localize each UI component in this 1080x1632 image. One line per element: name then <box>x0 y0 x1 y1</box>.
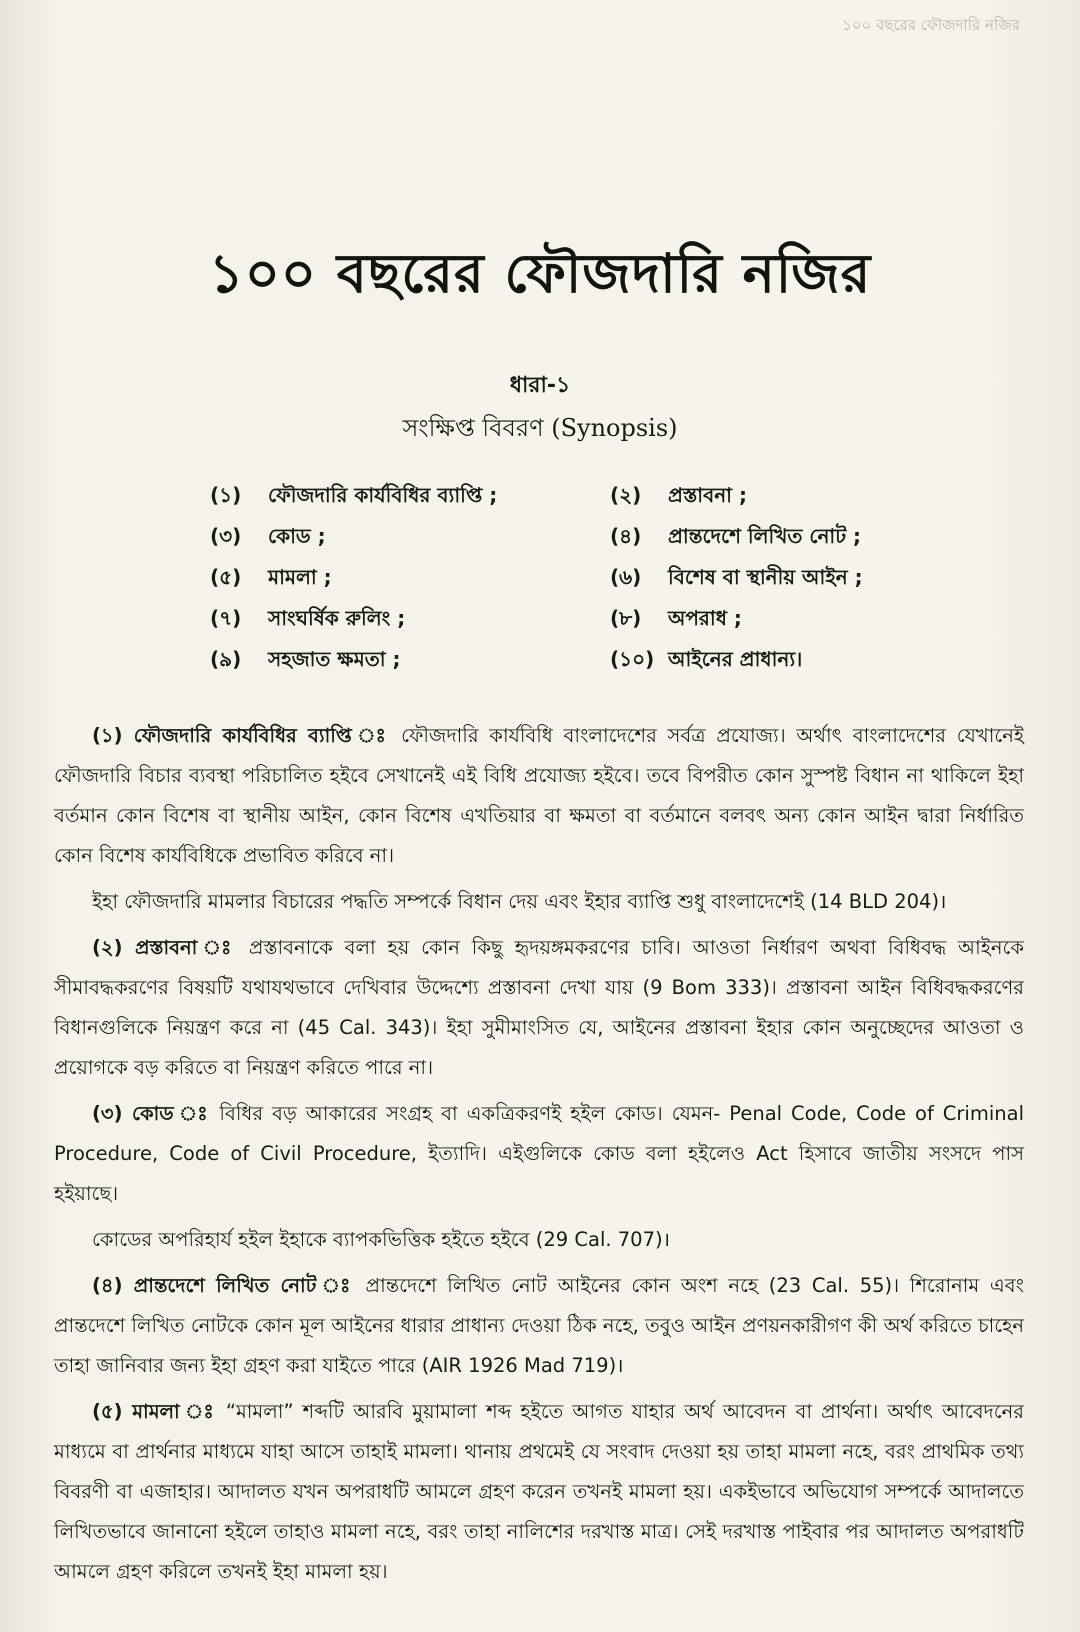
paragraph-text: কোডের অপরিহার্য হইল ইহাকে ব্যাপকভিত্তিক হইতে হইবে (29 Cal. 707)। <box>92 1228 670 1251</box>
paragraph <box>54 928 1024 1088</box>
paragraph <box>54 716 1024 876</box>
toc-item <box>210 648 610 675</box>
paragraph <box>54 1266 1024 1386</box>
body-text <box>54 716 1024 1598</box>
synopsis-heading: সংক্ষিপ্ত বিবরণ (Synopsis) <box>402 414 678 442</box>
paragraph <box>54 882 1024 922</box>
toc-label: সহজাত ক্ষমতা ; <box>268 647 401 671</box>
toc-item <box>610 484 910 511</box>
toc-item <box>610 566 910 593</box>
paragraph-heading: (৪) প্রান্তদেশে লিখিত নোট ঃ <box>92 1274 355 1297</box>
paragraph-heading: (৩) কোড ঃ <box>92 1102 211 1125</box>
paragraph-text: প্রস্তাবনাকে বলা হয় কোন কিছু হৃদয়ঙ্গমকরণের চাবি। আওতা নির্ধারণ অথবা বিধিবদ্ধ আইনকে সীমাবদ্ধকরণের বিষয়টি যথাযথভাবে দেখিবার উদ্দেশ্যে প্রস্তাবনা দেখা যায় (9 Bom 333)। প্রস্তাবনা আইন বিধিবদ্ধকরণের বিধানগুলিকে নিয়ন্ত্রণ করে না (45 Cal. 343)। ইহা সুমীমাংসিত যে, আইনের প্রস্তাবনা ইহার কোন অনুচ্ছেদের আওতা ও প্রয়োগকে বড় করিতে বা নিয়ন্ত্রণ করিতে পারে না। <box>54 936 1024 1079</box>
toc-label: প্রান্তদেশে লিখিত নোট ; <box>668 524 862 548</box>
paragraph-text: প্রান্তদেশে লিখিত নোট আইনের কোন অংশ নহে (23 Cal. 55)। শিরোনাম এবং প্রান্তদেশে লিখিত নোটকে কোন মূল আইনের ধারার প্রাধান্য দেওয়া ঠিক নহে, তবুও আইন প্রণয়নকারীগণ কী অর্থ করিতে চাহেন তাহা জানিবার জন্য ইহা গ্রহণ করা যাইতে পারে (AIR 1926 Mad 719)। <box>54 1274 1024 1377</box>
page-title: ১০০ বছরের ফৌজদারি নজির <box>208 242 872 305</box>
toc-number: (৪) <box>610 524 642 548</box>
toc-item <box>610 607 910 634</box>
toc-item <box>210 566 610 593</box>
paragraph-heading: (২) প্রস্তাবনা ঃ <box>92 936 238 959</box>
paragraph-text: ফৌজদারি কার্যবিধি বাংলাদেশের সর্বত্র প্রযোজ্য। অর্থাৎ বাংলাদেশের যেখানেই ফৌজদারি বিচার ব্যবস্থা পরিচালিত হইবে সেখানেই এই বিধি প্রযোজ্য হইবে। তবে বিপরীত কোন সুস্পষ্ট বিধান না থাকিলে ইহা বর্তমান কোন বিশেষ বা স্থানীয় আইন, কোন বিশেষ এখতিয়ার বা ক্ষমতা বা বর্তমানে বলবৎ অন্য কোন আইন দ্বারা নির্ধারিত কোন বিশেষ কার্যবিধিকে প্রভাবিত করিবে না। <box>54 724 1024 867</box>
toc-number: (৮) <box>610 606 642 630</box>
toc-label: আইনের প্রাধান্য। <box>668 647 803 671</box>
toc-number: (১০) <box>610 647 655 671</box>
toc-label: অপরাধ ; <box>668 606 742 630</box>
toc-label: মামলা ; <box>268 565 332 589</box>
toc-label: সাংঘর্ষিক রুলিং ; <box>268 606 406 630</box>
toc-label: ফৌজদারি কার্যবিধির ব্যাপ্তি ; <box>268 483 498 507</box>
toc-item <box>610 525 910 552</box>
paragraph-text: ইহা ফৌজদারি মামলার বিচারের পদ্ধতি সম্পর্কে বিধান দেয় এবং ইহার ব্যাপ্তি শুধু বাংলাদেশেই (14 BLD 204)। <box>92 890 947 913</box>
toc-item <box>210 607 610 634</box>
toc-item <box>610 648 910 675</box>
toc-number: (২) <box>610 483 642 507</box>
toc-item <box>210 525 610 552</box>
toc-number: (৭) <box>210 606 242 630</box>
toc-number: (৫) <box>210 565 242 589</box>
section-heading: ধারা-১ <box>509 373 571 398</box>
toc-label: প্রস্তাবনা ; <box>668 483 747 507</box>
toc-label: বিশেষ বা স্থানীয় আইন ; <box>668 565 863 589</box>
paragraph <box>54 1392 1024 1592</box>
paragraph-text: বিধির বড় আকারের সংগ্রহ বা একত্রিকরণই হইল কোড। যেমন- Penal Code, Code of Criminal Procedure, Code of Civil Procedure, ইত্যাদি। এইগুলিকে কোড বলা হইলেও Act হিসাবে জাতীয় সংসদে পাস হইয়াছে। <box>54 1102 1024 1205</box>
running-head: ১০০ বছরের ফৌজদারি নজির <box>842 16 1020 34</box>
toc-number: (৬) <box>610 565 642 589</box>
paragraph-heading: (১) ফৌজদারি কার্যবিধির ব্যাপ্তি ঃ <box>92 724 391 747</box>
toc-number: (৩) <box>210 524 242 548</box>
paragraph-heading: (৫) মামলা ঃ <box>92 1400 217 1423</box>
synopsis-list <box>210 484 910 675</box>
toc-label: কোড ; <box>268 524 326 548</box>
paragraph <box>54 1094 1024 1214</box>
paragraph-text: “মামলা” শব্দটি আরবি মুয়ামালা শব্দ হইতে আগত যাহার অর্থ আবেদন বা প্রার্থনা। অর্থাৎ আবেদনের মাধ্যমে বা প্রার্থনার মাধ্যমে যাহা আসে তাহাই মামলা। থানায় প্রথমেই যে সংবাদ দেওয়া হয় তাহা মামলা নহে, বরং প্রাথমিক তথ্য বিবরণী বা এজাহার। আদালত যখন অপরাধটি আমলে গ্রহণ করেন তখনই মামলা হয়। একইভাবে অভিযোগ সম্পর্কে আদালতে লিখিতভাবে জানানো হইলে তাহাও মামলা নহে, বরং তাহা নালিশের দরখাস্ত মাত্র। সেই দরখাস্ত পাইবার পর আদালত অপরাধটি আমলে গ্রহণ করিলে তখনই ইহা মামলা হয়। <box>54 1400 1024 1583</box>
toc-number: (৯) <box>210 647 242 671</box>
paragraph <box>54 1220 1024 1260</box>
toc-item <box>210 484 610 511</box>
toc-number: (১) <box>210 483 242 507</box>
